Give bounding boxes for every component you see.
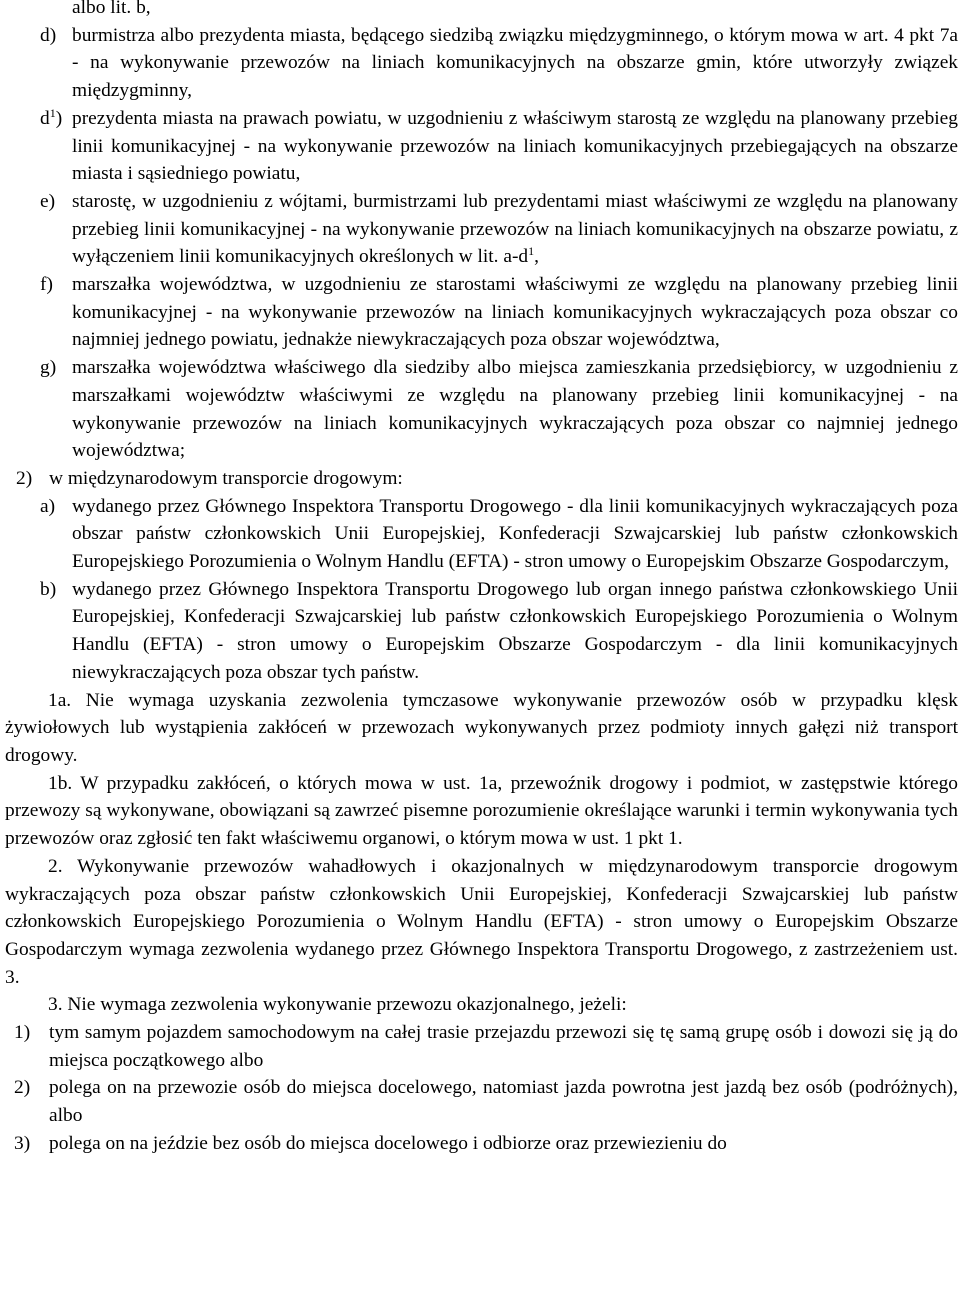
item-e-label: e) — [40, 190, 56, 212]
item-e-text-end: , — [534, 246, 539, 268]
item-d-label: d) — [40, 24, 57, 46]
point-3-item-1-label: 1) — [14, 1022, 31, 1044]
item-a — [40, 493, 958, 576]
item-c-continuation: albo lit. b, — [72, 0, 151, 18]
item-f — [40, 271, 958, 354]
point-3-item-1 — [14, 1019, 958, 1074]
item-d1 — [40, 105, 958, 188]
item-b-label: b) — [40, 578, 57, 600]
point-3-item-2-text: polega on na przewozie osób do miejsca docelowego, natomiast jazda powrotna jest jazdą bez osób (podróżnych), albo — [49, 1077, 958, 1127]
point-3-item-2-label: 2) — [14, 1077, 31, 1099]
item-g-label: g) — [40, 357, 57, 379]
item-b — [40, 576, 958, 687]
item-d1-label-letter: d — [40, 107, 50, 129]
item-d1-text: prezydenta miasta na prawach powiatu, w uzgodnieniu z właściwym starostą ze względu na planowany przebieg linii komunikacyjnej - na wykonywanie przewozów na liniach komunikacyjnych przebiegających na obszarze miasta i sąsiedniego powiatu, — [72, 107, 958, 185]
item-b-text: wydanego przez Głównego Inspektora Transportu Drogowego lub organ innego państwa członkowskiego Unii Europejskiej, Konfederacji Szwajcarskiej lub państw członkowskich Europejskiego Porozumienia o Wolnym Handlu (EFTA) - stron umowy o Europejskim Obszarze Gospodarczym - dla linii komunikacyjnych niewykraczających poza obszar tych państw. — [72, 578, 958, 683]
item-d1-label — [40, 105, 70, 133]
point-2-label: 2) — [16, 467, 33, 489]
point-3-item-3 — [14, 1130, 958, 1158]
paragraph-2: 2. Wykonywanie przewozów wahadłowych i okazjonalnych w międzynarodowym transporcie drogowym wykraczających poza obszar państw członkowskich Unii Europejskiej, Konfederacji Szwajcarskiej lub państw członkowskich Europejskiego Porozumienia o Wolnym Handlu (EFTA) - stron umowy o Europejskim Obszarze Gospodarczym wymaga zezwolenia wydanego przez Głównego Inspektora Transportu Drogowego, z zastrzeżeniem ust. 3. — [5, 855, 958, 988]
point-3-item-2 — [14, 1074, 958, 1129]
point-3-item-3-text: polega on na jeździe bez osób do miejsca docelowego i odbiorze oraz przewiezieniu do — [49, 1132, 727, 1154]
paragraph-1b: 1b. W przypadku zakłóceń, o których mowa w ust. 1a, przewoźnik drogowy i podmiot, w zastępstwie którego przewozy są wykonywane, obowiązani są zawrzeć pisemne porozumienie określające warunki i termin wykonywania tych przewozów oraz zgłosić ten fakt właściwemu organowi, o którym mowa w ust. 1 pkt 1. — [5, 772, 958, 850]
point-3-item-3-label: 3) — [14, 1132, 31, 1154]
item-e-text: starostę, w uzgodnieniu z wójtami, burmistrzami lub prezydentami miast właściwymi ze względu na planowany przebieg linii komunikacyjnej - na wykonywanie przewozów na liniach komunikacyjnych na obszarze powiatu, z wyłączeniem linii komunikacyjnych określonych w lit. a-d — [72, 190, 958, 268]
item-e-sup: 1 — [528, 244, 535, 259]
point-2 — [16, 465, 960, 493]
item-f-text: marszałka województwa, w uzgodnieniu ze starostami właściwymi ze względu na planowany przebieg linii komunikacyjnej - na wykonywanie przewozów na liniach komunikacyjnych wykraczających poza obszar co najmniej jednego powiatu, jednakże niewykraczających poza obszar województwa, — [72, 274, 958, 351]
item-f-label: f) — [40, 274, 53, 296]
item-d-text: burmistrza albo prezydenta miasta, będącego siedzibą związku międzygminnego, o którym mowa w art. 4 pkt 7a - na wykonywanie przewozów na liniach komunikacyjnych na obszarze gmin, które utworzyły związek międzygminny, — [72, 24, 958, 102]
item-d — [40, 22, 958, 105]
item-e — [40, 188, 958, 271]
item-d1-label-paren: ) — [55, 107, 63, 129]
paragraph-3: 3. Nie wymaga zezwolenia wykonywanie przewozu okazjonalnego, jeżeli: — [48, 994, 627, 1016]
item-g — [40, 354, 958, 465]
item-a-label: a) — [40, 495, 56, 517]
item-a-text: wydanego przez Głównego Inspektora Transportu Drogowego - dla linii komunikacyjnych wykraczających poza obszar państw członkowskich Unii Europejskiej, Konfederacji Szwajcarskiej lub państw członkowskich Europejskiego Porozumienia o Wolnym Handlu (EFTA) - stron umowy o Europejskim Obszarze Gospodarczym, — [72, 495, 958, 573]
point-2-text: w międzynarodowym transporcie drogowym: — [49, 467, 403, 489]
item-g-text: marszałka województwa właściwego dla siedziby albo miejsca zamieszkania przedsiębiorcy, w uzgodnieniu z marszałkami województw właściwymi ze względu na planowany przebieg linii komunikacyjnej - na wykonywanie przewozów na liniach komunikacyjnych wykraczających poza obszar co najmniej jednego województwa; — [72, 357, 958, 462]
point-3-item-1-text: tym samym pojazdem samochodowym na całej trasie przejazdu przewozi się tę samą grupę osób i dowozi się ją do miejsca początkowego albo — [49, 1022, 958, 1071]
paragraph-1a: 1a. Nie wymaga uzyskania zezwolenia tymczasowe wykonywanie przewozów osób w przypadku klęsk żywiołowych lub wystąpienia zakłóceń w przewozach wykonywanych przez podmioty innych gałęzi niż transport drogowy. — [5, 689, 958, 766]
item-d1-label-sup: 1 — [49, 105, 56, 120]
